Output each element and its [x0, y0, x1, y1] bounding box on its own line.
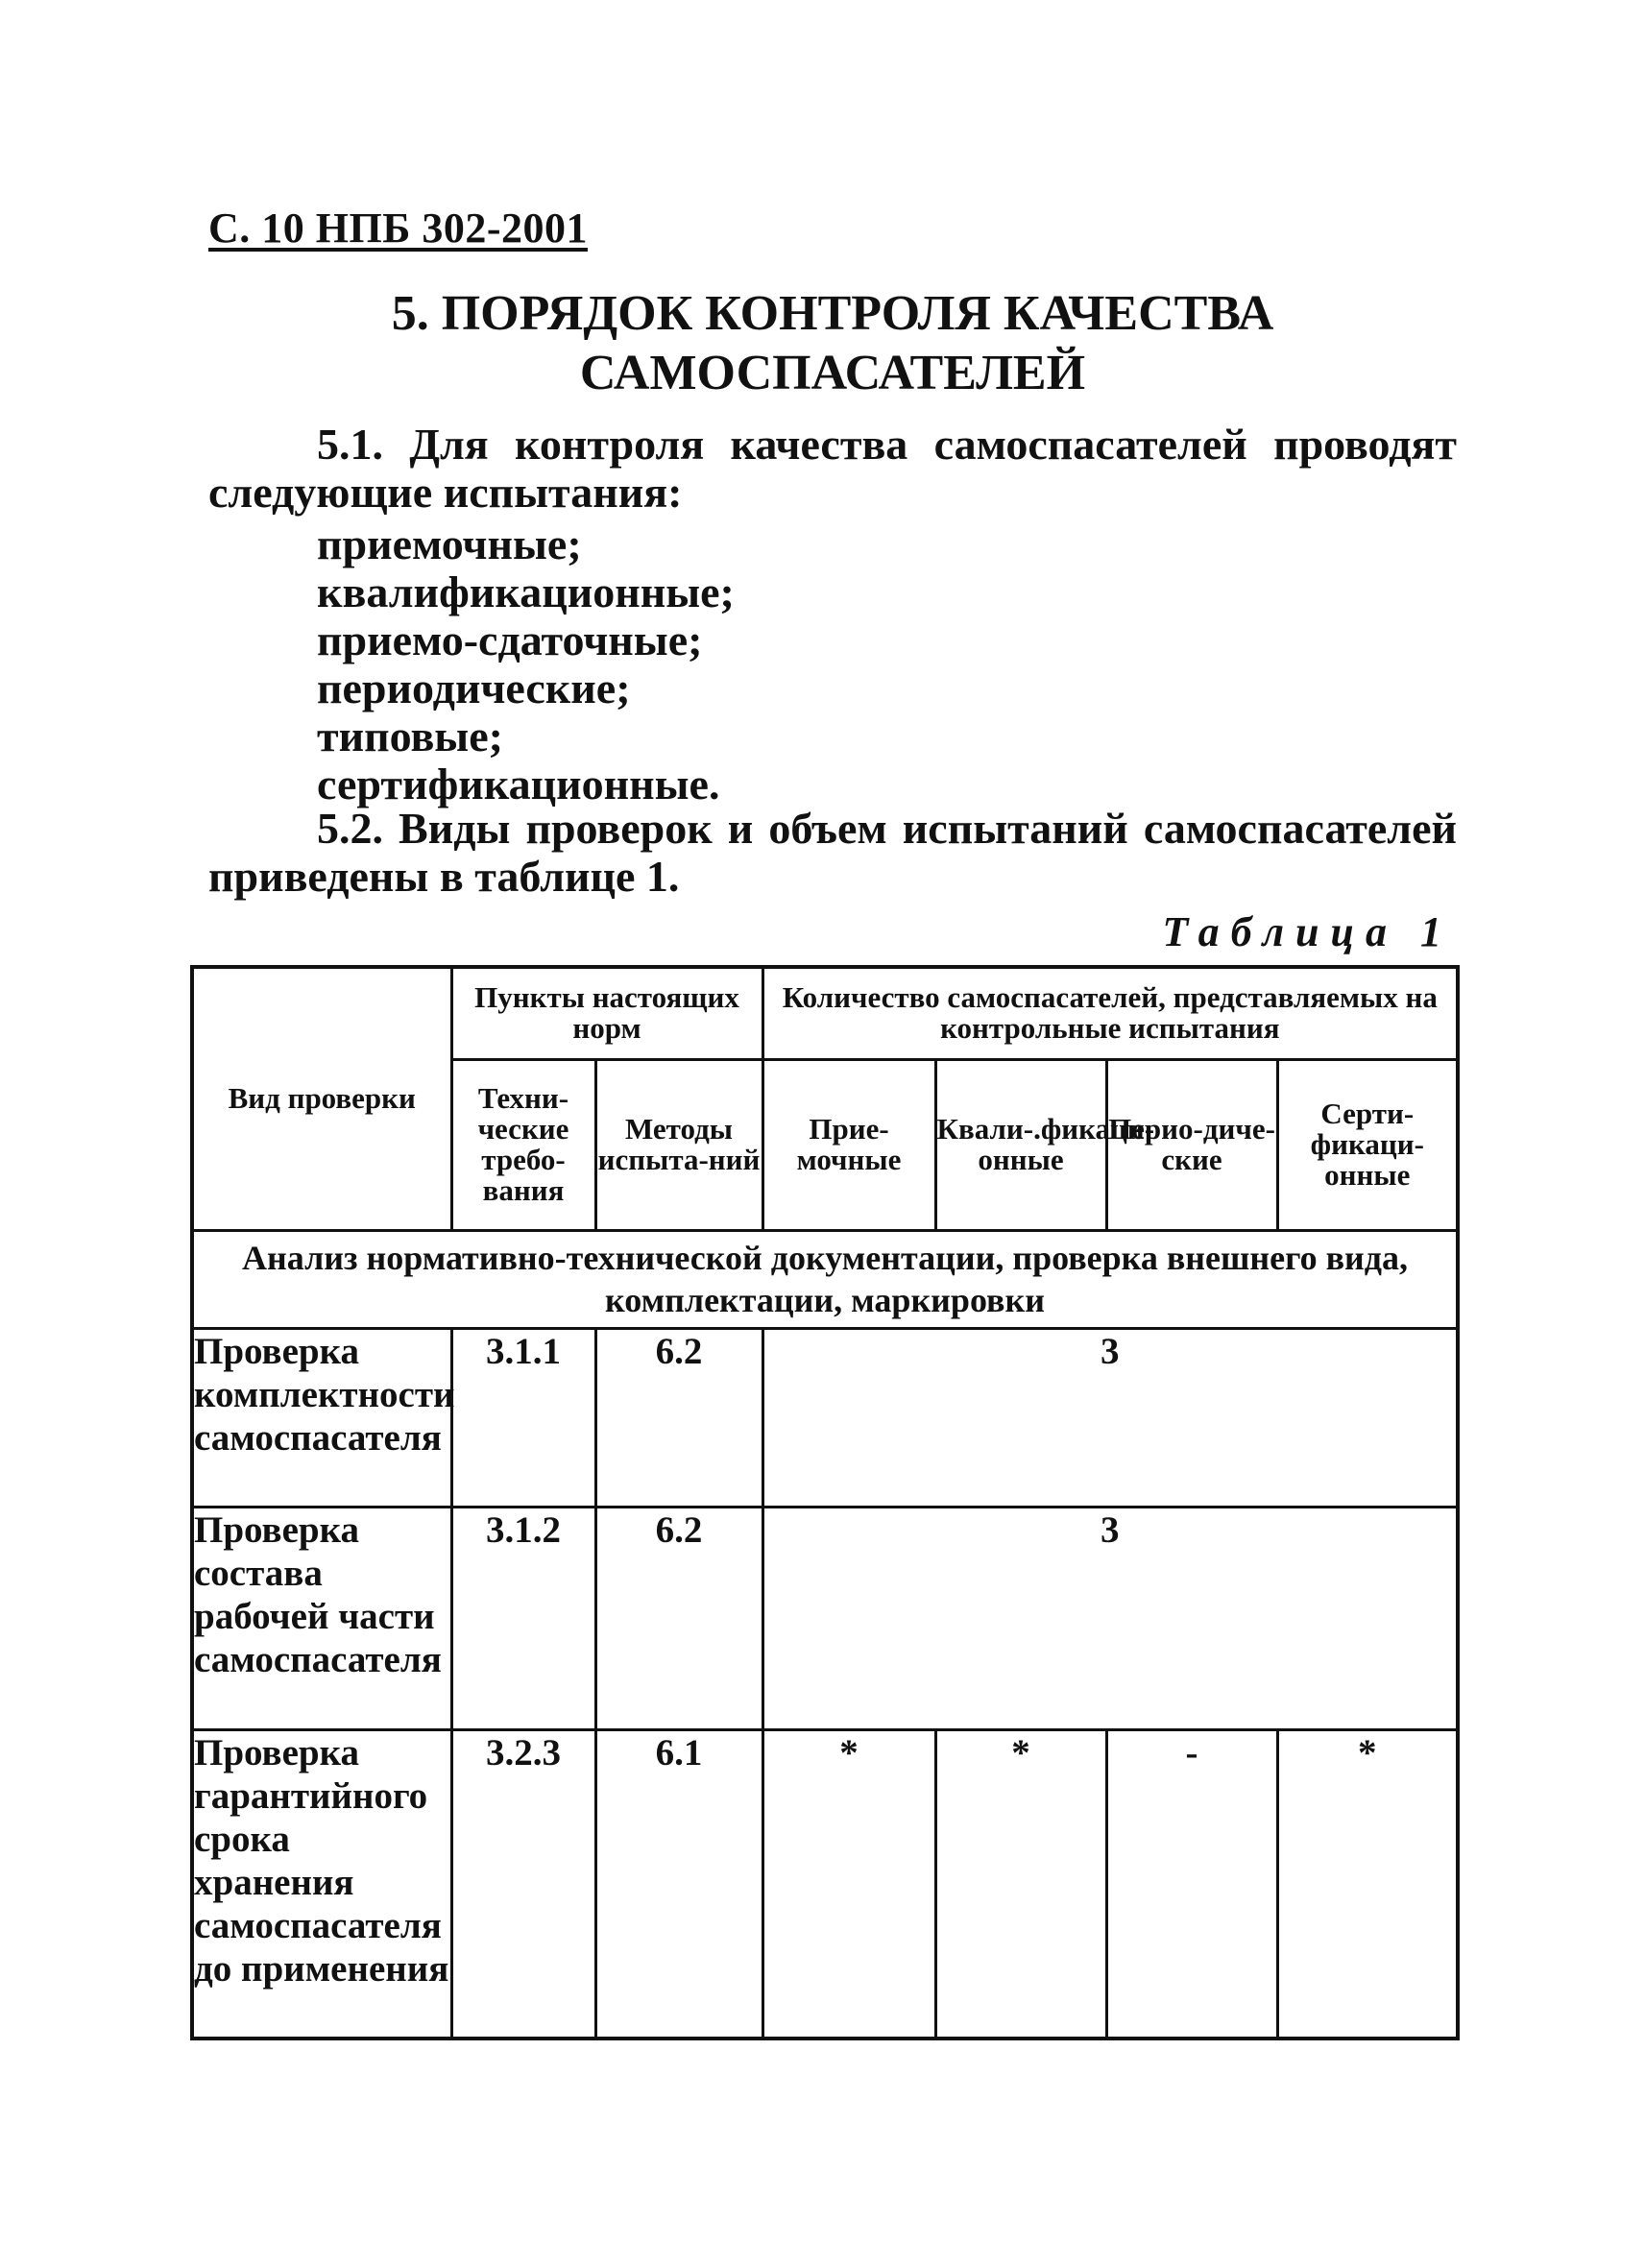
paragraph-5-2-rest: приведены в таблице 1.: [208, 852, 680, 901]
table-caption: Таблица 1: [1162, 908, 1453, 955]
list-item: типовые;: [317, 712, 503, 760]
row-method-point: 6.2: [595, 1507, 762, 1729]
checks-table: [190, 965, 1460, 2040]
paragraph-5-2-first-line: 5.2. Виды проверок и объем испытаний самоспасателей: [317, 804, 1457, 853]
paragraph-5-2: [208, 805, 1457, 901]
header-check-type: Вид проверки: [192, 967, 451, 1230]
header-periodic: Перио-диче-ские: [1106, 1059, 1277, 1230]
section-title: [208, 284, 1457, 403]
table-row: [192, 1507, 1458, 1729]
row-check-name: Проверка комплектности самоспасателя: [192, 1328, 451, 1507]
row-check-name: Проверка состава рабочей части самоспасателя: [192, 1507, 451, 1729]
row-certification-value: *: [1277, 1729, 1458, 2039]
header-test-methods: Методы испыта-ний: [595, 1059, 762, 1230]
test-types-list: [317, 520, 735, 808]
section-title-line-1: 5. ПОРЯДОК КОНТРОЛЯ КАЧЕСТВА: [391, 286, 1274, 341]
table-row: [192, 1328, 1458, 1507]
group-row-title: Анализ нормативно-технической документации, проверка внешнего вида, комплектации, маркировки: [192, 1230, 1458, 1328]
list-item: сертификационные.: [317, 760, 720, 808]
list-item: квалификационные;: [317, 567, 735, 616]
header-technical-requirements: Техни-ческие требо-вания: [451, 1059, 595, 1230]
section-title-line-2: САМОСПАСАТЕЛЕЙ: [579, 346, 1086, 400]
paragraph-5-1: [208, 421, 1457, 517]
paragraph-5-1-first-line: 5.1. Для контроля качества самоспасателей проводят: [317, 420, 1457, 469]
table-row: [192, 1729, 1458, 2039]
row-method-point: 6.1: [595, 1729, 762, 2039]
paragraph-5-1-rest: следующие испытания:: [208, 468, 683, 517]
row-tech-point: 3.1.2: [451, 1507, 595, 1729]
row-tech-point: 3.2.3: [451, 1729, 595, 2039]
row-sample-count: 3: [762, 1507, 1458, 1729]
list-item: приемочные;: [317, 519, 582, 568]
row-check-name: Проверка гарантийного срока хранения самоспасателя до применения: [192, 1729, 451, 2039]
list-item: приемо-сдаточные;: [317, 615, 703, 664]
header-certification: Серти-фикаци-онные: [1277, 1059, 1458, 1230]
page-header: С. 10 НПБ 302-2001: [208, 205, 588, 252]
row-sample-count: 3: [762, 1328, 1458, 1507]
header-sample-count: Количество самоспасателей, представляемых на контрольные испытания: [762, 967, 1458, 1059]
header-qualification: Квали-.фикаци-онные: [935, 1059, 1106, 1230]
row-qualification-value: *: [935, 1729, 1106, 2039]
row-periodic-value: -: [1106, 1729, 1277, 2039]
row-tech-point: 3.1.1: [451, 1328, 595, 1507]
header-acceptance: Прие-мочные: [762, 1059, 935, 1230]
row-method-point: 6.2: [595, 1328, 762, 1507]
row-acceptance-value: *: [762, 1729, 935, 2039]
list-item: периодические;: [317, 664, 631, 712]
header-norm-points: Пункты настоящих норм: [451, 967, 762, 1059]
